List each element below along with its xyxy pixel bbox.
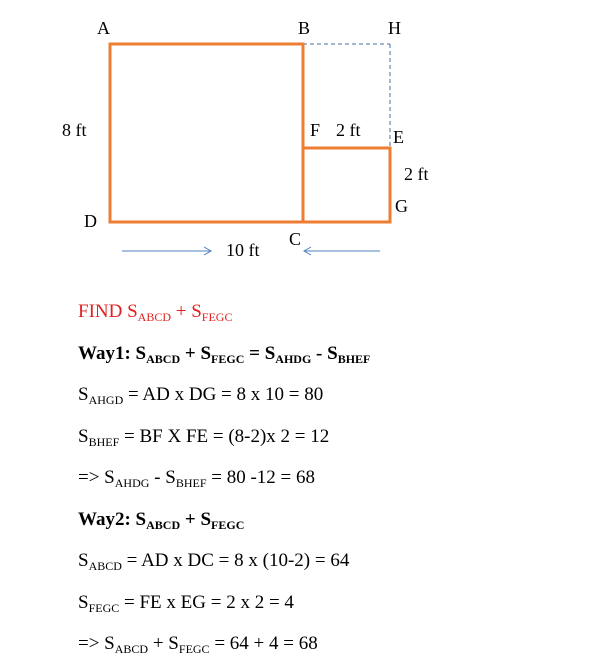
point-label-c: C bbox=[289, 229, 302, 249]
line5-sub: FEGC bbox=[88, 601, 120, 615]
point-label-f: F bbox=[310, 120, 321, 140]
line1-sub: AHGD bbox=[88, 393, 124, 407]
find-sub-abcd: ABCD bbox=[137, 310, 171, 324]
line6-text: = 64 + 4 = 68 bbox=[209, 633, 318, 654]
way2-s1: S bbox=[135, 509, 147, 530]
line1-s: S bbox=[78, 384, 89, 405]
equation-line-2 bbox=[78, 426, 329, 448]
line5-s: S bbox=[78, 592, 89, 613]
line5-text: = FE x EG = 2 x 2 = 4 bbox=[119, 592, 294, 613]
square-fegc bbox=[303, 148, 390, 222]
line2-s: S bbox=[78, 426, 89, 447]
dimension-label-fe: 2 ft bbox=[336, 120, 361, 140]
dimension-label-eg: 2 ft bbox=[404, 164, 429, 184]
line6-s1: => S bbox=[78, 633, 115, 654]
equation-line-6 bbox=[78, 633, 318, 655]
equation-line-5 bbox=[78, 592, 294, 614]
way1-heading bbox=[78, 343, 370, 365]
find-heading bbox=[78, 301, 232, 323]
way1-s3: = S bbox=[244, 343, 276, 364]
line3-text: = 80 -12 = 68 bbox=[206, 467, 316, 488]
way1-sub4: BHEF bbox=[337, 352, 371, 366]
way1-s2: + S bbox=[180, 343, 212, 364]
line4-s: S bbox=[78, 550, 89, 571]
line3-sub1: AHDG bbox=[114, 476, 150, 490]
point-label-d: D bbox=[84, 211, 97, 231]
line3-s2: - S bbox=[149, 467, 176, 488]
geometry-diagram bbox=[0, 0, 592, 270]
line4-text: = AD x DC = 8 x (10-2) = 64 bbox=[121, 550, 350, 571]
rectangle-abcd bbox=[110, 44, 303, 222]
way1-s4: - S bbox=[311, 343, 338, 364]
way2-sub2: FEGC bbox=[211, 518, 245, 532]
way2-s2: + S bbox=[180, 509, 212, 530]
point-label-b: B bbox=[298, 18, 311, 38]
point-label-a: A bbox=[97, 18, 110, 38]
line4-sub: ABCD bbox=[88, 559, 122, 573]
way1-sub1: ABCD bbox=[146, 352, 181, 366]
point-label-g: G bbox=[395, 196, 408, 216]
find-prefix: FIND S bbox=[78, 301, 138, 322]
way2-heading bbox=[78, 509, 244, 531]
find-sub-fegc: FEGC bbox=[201, 310, 233, 324]
line1-text: = AD x DG = 8 x 10 = 80 bbox=[123, 384, 324, 405]
equation-line-1 bbox=[78, 384, 323, 406]
way1-sub2: FEGC bbox=[211, 352, 245, 366]
point-label-h: H bbox=[388, 18, 401, 38]
way2-sub1: ABCD bbox=[146, 518, 181, 532]
line6-s2: + S bbox=[148, 633, 179, 654]
line6-sub1: ABCD bbox=[114, 642, 149, 656]
line3-s1: => S bbox=[78, 467, 115, 488]
line2-text: = BF X FE = (8-2)x 2 = 12 bbox=[119, 426, 330, 447]
way1-sub3: AHDG bbox=[275, 352, 312, 366]
dimension-label-dg: 10 ft bbox=[226, 240, 260, 260]
way1-label: Way1: bbox=[78, 343, 131, 364]
way2-label: Way2: bbox=[78, 509, 131, 530]
line3-sub2: BHEF bbox=[175, 476, 207, 490]
line6-sub2: FEGC bbox=[178, 642, 210, 656]
dimension-label-ad: 8 ft bbox=[62, 120, 87, 140]
line2-sub: BHEF bbox=[88, 435, 120, 449]
equation-line-4 bbox=[78, 550, 349, 572]
way1-s1: S bbox=[135, 343, 147, 364]
point-label-e: E bbox=[393, 127, 404, 147]
equation-line-3 bbox=[78, 467, 315, 489]
find-mid: + S bbox=[171, 301, 202, 322]
